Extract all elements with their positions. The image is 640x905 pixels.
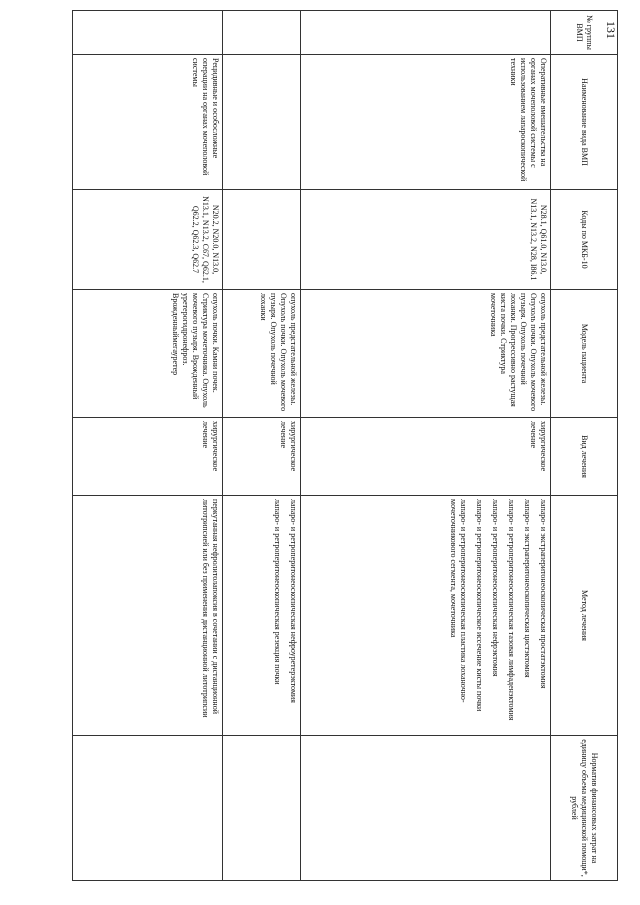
method-item: перкутанная нефролитолапоксия в сочетании с дистанционной литотрипсией или без применения дистанционной литотрипсии — [201, 499, 220, 718]
cell-model: опухоль предстательной железы. Опухоль почки. Опухоль мочевого пузыря. Опухоль почечной лоханки. Прогрессивно растущая киста почки. Стриктура мочеточника — [301, 290, 551, 418]
header-name: Наименование вида ВМП — [551, 55, 618, 190]
header-norm: Норматив финансовых затрат на единицу объема медицинской помощи*, рублей — [551, 736, 618, 881]
cell-type: хирургическое лечение — [223, 418, 301, 496]
cell-codes — [223, 190, 301, 290]
cell-model: опухоль почки. Камни почек. Стриктура мочеточника. Опухоль мочевого пузыря. Врожденный уретерогидронефроз. Врожденныймегауретер — [73, 290, 223, 418]
cell-num — [301, 11, 551, 55]
cell-name — [223, 55, 301, 190]
table-row — [223, 11, 301, 881]
header-method: Метод лечения — [551, 496, 618, 736]
page-number: 131 — [604, 21, 618, 39]
method-item: лапаро- и экстраперитонеоскопическая цистэктомия — [523, 499, 532, 678]
cell-methods — [73, 496, 223, 736]
table-row — [73, 11, 223, 881]
vmp-table — [72, 10, 618, 881]
cell-norm — [223, 736, 301, 881]
header-codes: Коды по МКБ-10 — [551, 190, 618, 290]
cell-norm — [301, 736, 551, 881]
header-type: Вид лечения — [551, 418, 618, 496]
cell-methods — [301, 496, 551, 736]
method-item: лапаро- и ретроперитонеоскопическая нефроуретерэктомия — [289, 499, 298, 703]
method-item: лапаро- и ретроперитонеоскопическая резекция почки — [273, 499, 282, 685]
cell-type: хирургическое лечение — [73, 418, 223, 496]
header-row — [551, 11, 618, 881]
cell-type: хирургическое лечение — [301, 418, 551, 496]
cell-name: Рецидивные и особосложные операции на органах мочеполовой системы — [73, 55, 223, 190]
cell-codes: N28.1, Q61.0, N13.0, N13.1, N13.2, N28, I86.1 — [301, 190, 551, 290]
cell-name: Оперативные вмешательства на органах мочеполовой системы с использованием лапароскопической техники — [301, 55, 551, 190]
method-item: лапаро- и ретроперитонеоскопическая пластика лоханочно-мочеточникового сегмента, мочеточника — [449, 499, 468, 703]
method-item: лапаро- и ретроперитонеоскопическая тазовая лимфаденэктомия — [507, 499, 516, 721]
header-num: № группы ВМП — [551, 11, 618, 55]
cell-codes: N20.2, N20.0, N13.0, N13.1, N13.2, C67, Q62.1, Q62.2, Q62.3, Q62.7 — [73, 190, 223, 290]
cell-methods — [223, 496, 301, 736]
cell-norm — [73, 736, 223, 881]
header-model: Модель пациента — [551, 290, 618, 418]
table-row — [301, 11, 551, 881]
cell-num — [73, 11, 223, 55]
method-item: лапаро- и экстраперитонеоскопическая простатэктомия — [539, 499, 548, 689]
method-item: лапаро- и ретроперитонеоскопическая нефрэктомия — [491, 499, 500, 677]
cell-model: опухоль предстательной железы. Опухоль почки. Опухоль мочевого пузыря. Опухоль почечной лоханки — [223, 290, 301, 418]
rotated-page — [66, 10, 618, 880]
cell-num — [223, 11, 301, 55]
method-item: лапаро- и ретроперитонеоскопическое иссечение кисты почки — [475, 499, 484, 712]
